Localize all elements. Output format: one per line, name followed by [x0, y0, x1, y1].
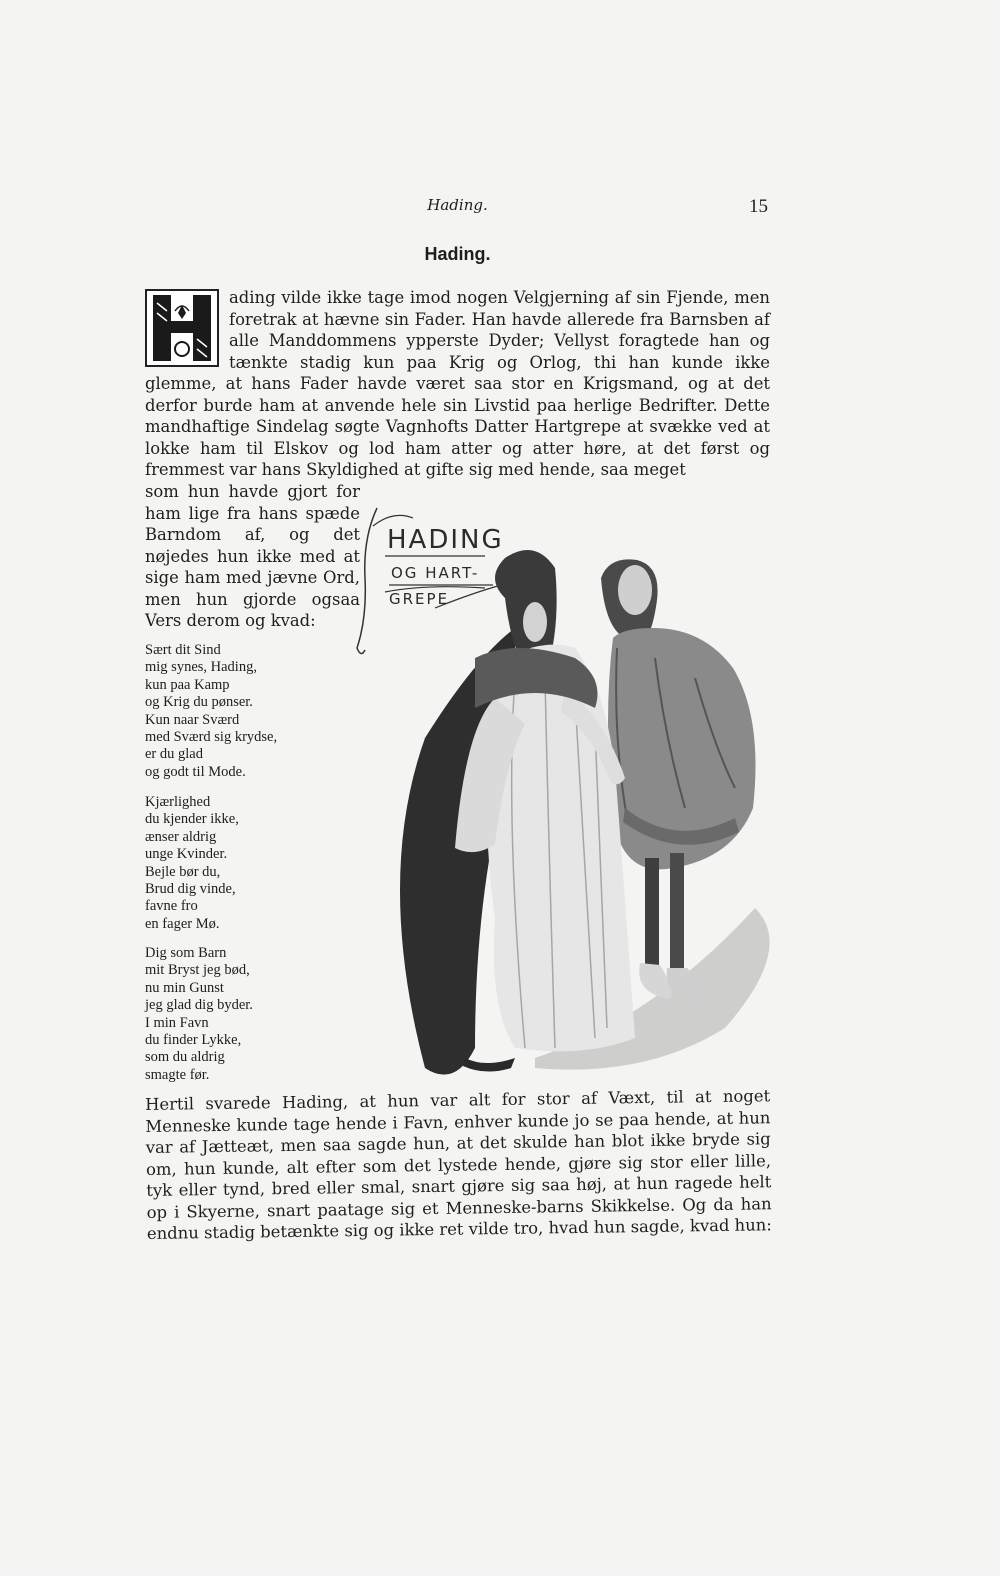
poem-line: Dig som Barn — [145, 945, 227, 961]
poem-line: en fager Mø. — [145, 915, 220, 932]
poem-line: kun paa Kamp — [145, 676, 230, 693]
caption-line-1: HADING — [387, 525, 504, 555]
intro-text: ading vilde ikke tage imod nogen Velgjerning af sin Fjende, men foretrak at hævne sin Fader. Han havde allerede fra Barnsben af alle Manddommens ypperste Dyder; Vellyst foragtede han og tænkte stadig kun paa Krig og Orlog, thi han kunde ikke glemme, at hans Fader havde været saa stor en Krigsmand, og at det derfor burde ham at anvende hele sin Livstid paa herlige Bedrifter. Dette mandhaftige Sindelag søgte Vagnhofts Datter Hartgrepe at svække ved at lokke ham til Elskov og lod ham atter og atter høre, at det først og fremmest var hans Skyldighed at gifte sig med hende, saa meget — [145, 288, 770, 479]
poem-line: som du aldrig — [145, 1049, 225, 1066]
poem-stanza-2 — [145, 794, 365, 933]
poem-line: og godt til Mode. — [145, 763, 246, 780]
running-title: Hading. — [427, 196, 488, 214]
poem-line: du finder Lykke, — [145, 1032, 242, 1049]
poem-stanza-3 — [145, 945, 365, 1084]
poem-line: ænser aldrig — [145, 828, 217, 845]
dropcap-ornament — [145, 289, 219, 367]
illustration-hading-hartgrepe — [355, 498, 795, 1088]
chapter-title: Hading. — [424, 244, 491, 264]
poem-line: jeg glad dig byder. — [145, 997, 253, 1014]
intro-continued-text: som hun havde gjort for ham lige fra hans spæde Barndom af, og det nøjedes hun ikke med at sige ham med jævne Ord, men hun gjorde ogsaa Vers derom og kvad: — [145, 482, 360, 630]
running-header — [145, 196, 770, 224]
poem-line: mig synes, Hading, — [145, 659, 257, 676]
caption-line-2: OG HART- — [391, 564, 480, 582]
poem-line: Brud dig vinde, — [145, 881, 236, 898]
closing-paragraph: Hertil svarede Hading, at hun var alt for stor af Væxt, til at noget Menneske kunde tage hende i Favn, enhver kunde jo se paa hende, at hun var af Jætteæt, men saa sagde hun, at det skulde han blot ikke bryde sig om, hun kunde, alt efter som det lystede hende, gjøre sig stor eller lille, tyk eller tynd, bred eller smal, snart gjøre sig saa høj, at hun ragede helt op i Skyerne, snart paatage sig et Menneske-barns Skikkelse. Og da han endnu stadig betænkte sig og ikke ret vilde tro, hvad hun sagde, kvad hun: — [145, 1086, 772, 1243]
poem-line: unge Kvinder. — [145, 846, 228, 863]
poem-line: smagte før. — [145, 1066, 210, 1083]
intro-paragraph — [145, 287, 770, 481]
poem-line: mit Bryst jeg bød, — [145, 962, 250, 979]
poem-line: Sært dit Sind — [145, 642, 221, 658]
poem-line: nu min Gunst — [145, 979, 224, 996]
page-number: 15 — [749, 196, 768, 217]
illustration-caption — [357, 508, 505, 654]
poem-line: med Sværd sig krydse, — [145, 729, 278, 746]
poem-line: er du glad — [145, 746, 203, 763]
poem-line: og Krig du pønser. — [145, 694, 253, 711]
poem-line: favne fro — [145, 898, 198, 915]
figure-hartgrepe — [400, 550, 635, 1075]
poem-line: I min Favn — [145, 1014, 209, 1031]
poem-line: Kun naar Sværd — [145, 711, 240, 728]
caption-line-3: GREPE — [389, 590, 450, 608]
poem-line: Kjærlighed — [145, 794, 211, 810]
poem-line: du kjender ikke, — [145, 811, 239, 828]
poem-stanza-1 — [145, 642, 365, 781]
poem-line: Bejle bør du, — [145, 863, 221, 880]
